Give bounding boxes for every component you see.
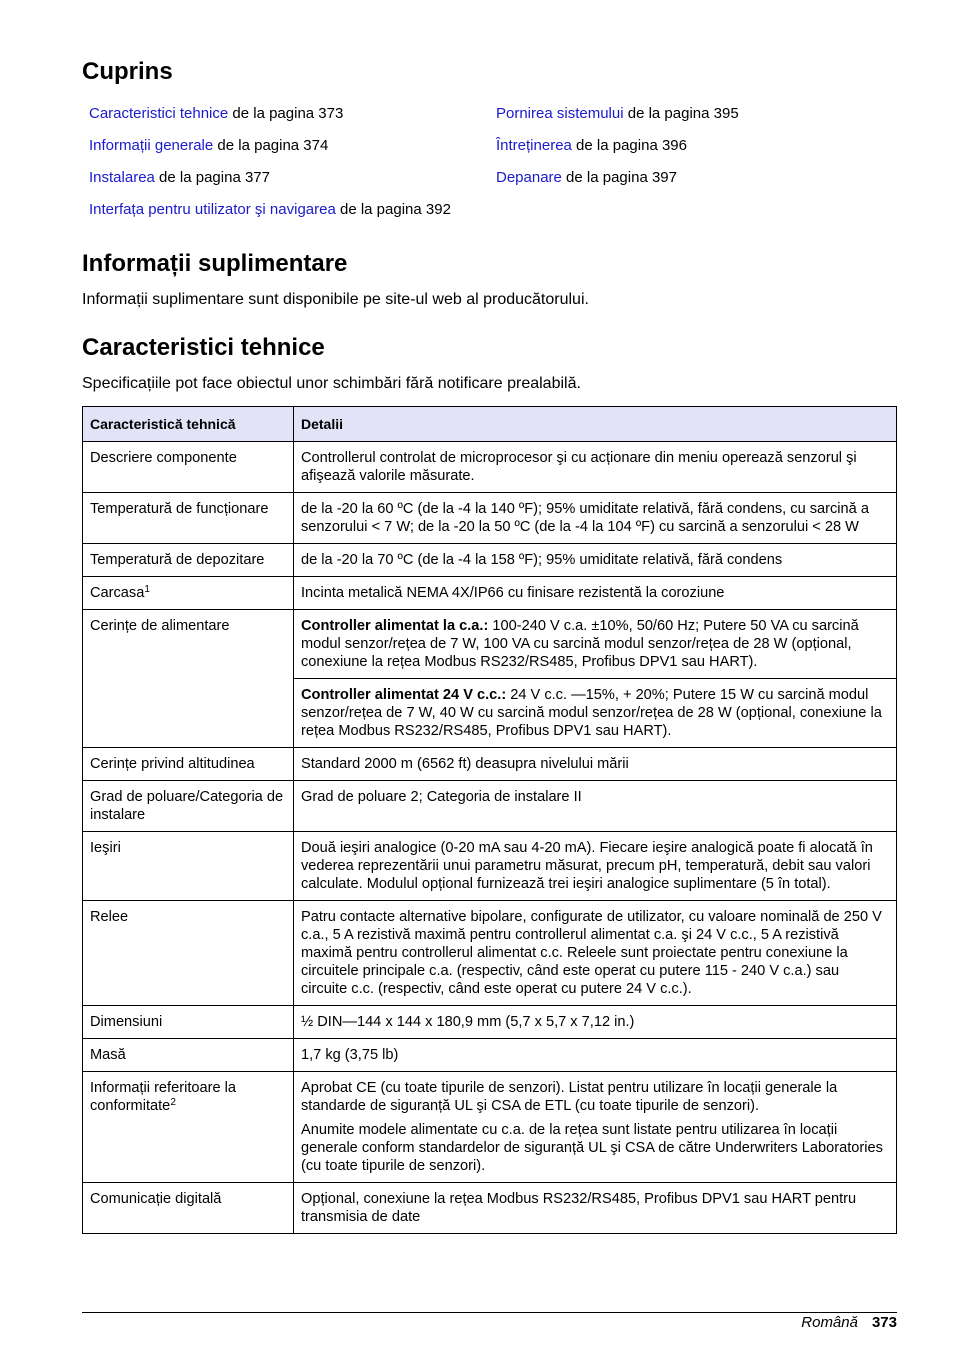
heading-cuprins: Cuprins: [82, 58, 173, 85]
row-label: Comunicație digitală: [83, 1183, 294, 1234]
toc-page-ref: de la pagina 392: [335, 201, 451, 218]
toc-entry: [89, 136, 328, 156]
details-text: 100-240 V c.a. ±10%, 50/60 Hz; Putere 50 VA cu sarcină modul senzor/rețea de 7 W, 100 VA cu sarcină modul senzor/rețea de 28 W (opțional, conexiune la rețea Modbus RS232/RS485, Profibus DPV1 sau HART).: [301, 618, 859, 670]
toc-link-interfata[interactable]: Interfața pentru utilizator şi navigarea: [89, 201, 336, 218]
toc-link-instalarea[interactable]: Instalarea: [89, 169, 155, 186]
toc-page-ref: de la pagina 397: [561, 169, 677, 186]
footer-language: Română: [801, 1314, 858, 1331]
heading-informatii-suplimentare: Informații suplimentare: [82, 250, 348, 277]
row-label: Masă: [83, 1039, 294, 1072]
table-row: [83, 610, 897, 679]
toc-page-ref: de la pagina 374: [213, 137, 329, 154]
toc-page-ref: de la pagina 396: [571, 137, 687, 154]
table-header-row: [83, 407, 897, 442]
footnote-marker: 1: [144, 584, 150, 595]
row-details: Incinta metalică NEMA 4X/IP66 cu finisare rezistentă la coroziune: [294, 577, 897, 610]
row-details: 1,7 kg (3,75 lb): [294, 1039, 897, 1072]
toc-entry: [496, 104, 739, 124]
row-label: Informații referitoare la conformitate: [90, 1080, 236, 1114]
table-row: [83, 1039, 897, 1072]
row-label-cell: [83, 577, 294, 610]
footnote-marker: 2: [170, 1097, 176, 1108]
row-details: [294, 679, 897, 748]
details-paragraph: Anumite modele alimentate cu c.a. de la rețea sunt listate pentru utilizarea în locații generale conform standardelor de siguranță UL şi CSA de către Underwriters Laboratories (cu toate tipurile de senzori).: [301, 1122, 883, 1174]
row-details: Controllerul controlat de microprocesor şi cu acționare din meniu operează senzorul şi afişează valorile măsurate.: [294, 442, 897, 493]
row-details: [294, 1072, 897, 1183]
page-footer: [801, 1313, 897, 1333]
page-number: 373: [871, 1314, 897, 1331]
column-header-details: Detalii: [294, 407, 897, 442]
spec-intro-paragraph: Specificațiile pot face obiectul unor schimbări fără notificare prealabilă.: [82, 375, 581, 392]
row-label: Carcasa: [90, 585, 145, 601]
row-details: Două ieşiri analogice (0-20 mA sau 4-20 mA). Fiecare ieşire analogică poate fi alocată în vederea reprezentării unui parametru măsurat, precum pH, temperatură, debit sau valori calculate. Modulul opțional furnizează trei ieşiri analogice suplimentare (5 în total).: [294, 832, 897, 901]
specifications-table: [82, 406, 897, 1234]
details-paragraph: Aprobat CE (cu toate tipurile de senzori). Listat pentru utilizare în locații generale la standarde de siguranță UL şi CSA de ETL (cu toate tipurile de senzori).: [301, 1080, 838, 1114]
table-row: [83, 1006, 897, 1039]
row-details: ½ DIN—144 x 144 x 180,9 mm (5,7 x 5,7 x 7,12 in.): [294, 1006, 897, 1039]
row-label: Temperatură de funcționare: [83, 493, 294, 544]
table-row: [83, 577, 897, 610]
row-label: Cerințe de alimentare: [83, 610, 294, 748]
toc-entry: [496, 168, 677, 188]
row-details: Grad de poluare 2; Categoria de instalare II: [294, 781, 897, 832]
row-label: Temperatură de depozitare: [83, 544, 294, 577]
row-label: Descriere componente: [83, 442, 294, 493]
toc-link-depanare[interactable]: Depanare: [496, 169, 562, 186]
table-row: [83, 442, 897, 493]
toc-entry: [89, 200, 451, 220]
table-row: [83, 1072, 897, 1183]
row-details: Patru contacte alternative bipolare, configurate de utilizator, cu valoare nominală de 250 V c.a., 5 A rezistivă maximă pentru controllerul alimentat c.a. şi 24 V c.c., 5 A rezistivă maximă pentru controllerul alimentat c.c. Releele sunt proiectate pentru conexiune la circuitele principale c.a. (respectiv, când este operat cu putere 115 - 240 V c.a.) sau circuite c.c. (respectiv, când este operat cu putere 24 V c.c.).: [294, 901, 897, 1006]
table-row: [83, 832, 897, 901]
toc-link-pornirea[interactable]: Pornirea sistemului: [496, 105, 624, 122]
column-header-characteristic: Caracteristică tehnică: [83, 407, 294, 442]
toc-page-ref: de la pagina 395: [623, 105, 739, 122]
details-text: 24 V c.c. —15%, + 20%; Putere 15 W cu sarcină modul senzor/rețea de 7 W, 40 W cu sarcină modul senzor/rețea de 28 W (opțional, conexiune la rețea Modbus RS232/RS485, Profibus DPV1 sau HART).: [301, 687, 882, 739]
details-bold-lead: Controller alimentat la c.a.:: [301, 618, 489, 634]
toc-page-ref: de la pagina 373: [228, 105, 344, 122]
row-label-cell: [83, 1072, 294, 1183]
row-details: Opțional, conexiune la rețea Modbus RS232/RS485, Profibus DPV1 sau HART pentru transmisia de date: [294, 1183, 897, 1234]
row-label: Relee: [83, 901, 294, 1006]
row-details: [294, 610, 897, 679]
table-row: [83, 748, 897, 781]
toc-link-caracteristici[interactable]: Caracteristici tehnice: [89, 105, 229, 122]
row-label: Cerințe privind altitudinea: [83, 748, 294, 781]
row-label: Grad de poluare/Categoria de instalare: [83, 781, 294, 832]
row-details: de la -20 la 70 ºC (de la -4 la 158 ºF); 95% umiditate relativă, fără condens: [294, 544, 897, 577]
toc-entry: [89, 104, 343, 124]
details-bold-lead: Controller alimentat 24 V c.c.:: [301, 687, 507, 703]
toc-page-ref: de la pagina 377: [154, 169, 270, 186]
table-row: [83, 781, 897, 832]
row-details: de la -20 la 60 ºC (de la -4 la 140 ºF); 95% umiditate relativă, fără condens, cu sarcină a senzorului < 7 W; de la -20 la 50 ºC (de la -4 la 104 ºF) cu sarcină a senzorului < 28 W: [294, 493, 897, 544]
toc-entry: [496, 136, 687, 156]
table-row: [83, 901, 897, 1006]
table-row: [83, 544, 897, 577]
toc-link-intretinerea[interactable]: Întreținerea: [496, 137, 572, 154]
table-row: [83, 493, 897, 544]
row-details: Standard 2000 m (6562 ft) deasupra nivelului mării: [294, 748, 897, 781]
row-label: Dimensiuni: [83, 1006, 294, 1039]
footer-divider: [82, 1312, 897, 1313]
toc-link-informatii-generale[interactable]: Informații generale: [89, 137, 214, 154]
toc-entry: [89, 168, 270, 188]
table-row: [83, 1183, 897, 1234]
row-label: Ieşiri: [83, 832, 294, 901]
heading-caracteristici-tehnice: Caracteristici tehnice: [82, 334, 325, 361]
info-paragraph: Informații suplimentare sunt disponibile pe site-ul web al producătorului.: [82, 291, 589, 308]
